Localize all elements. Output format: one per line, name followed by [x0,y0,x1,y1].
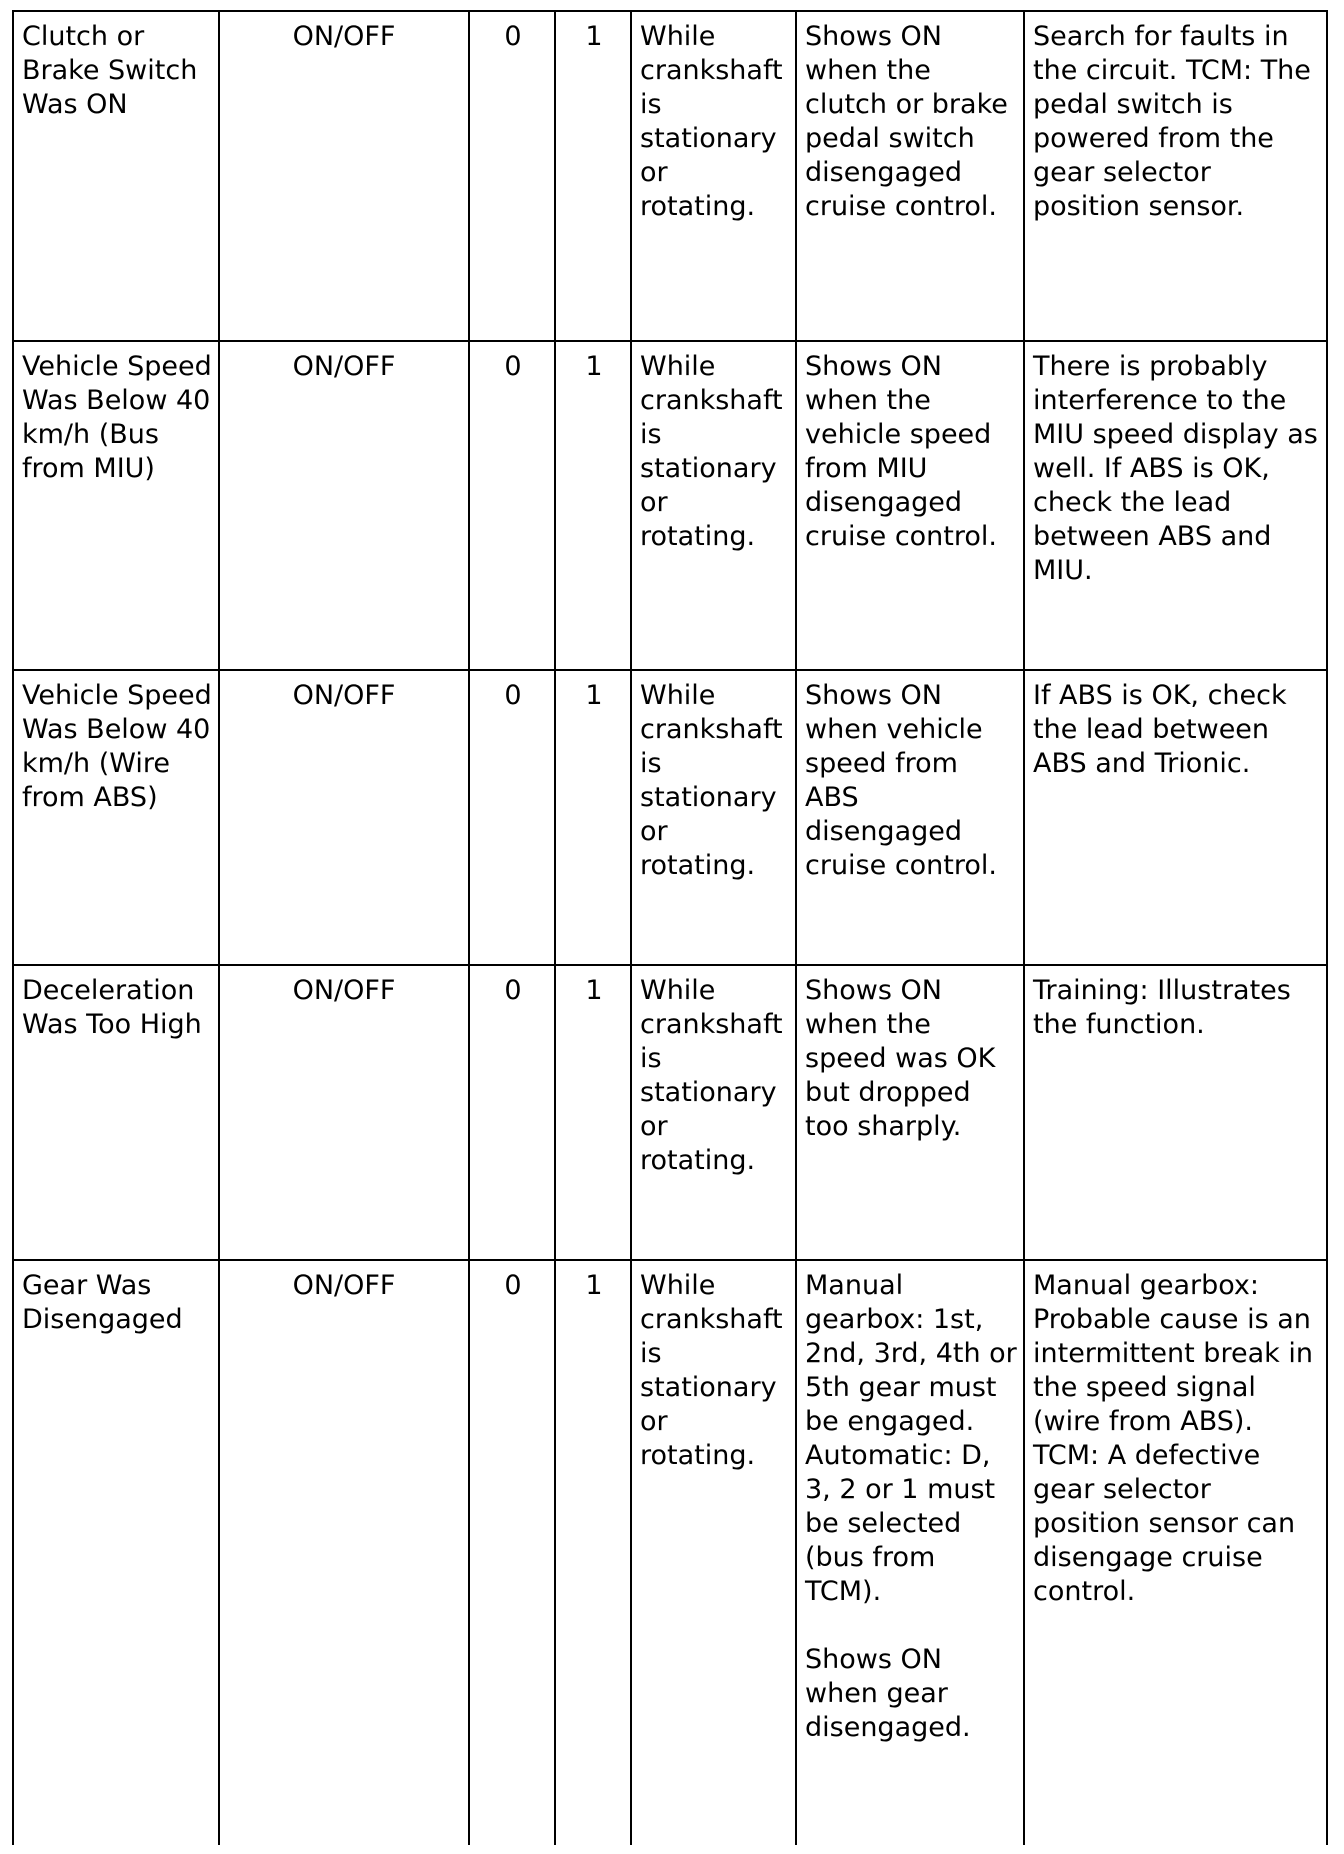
action-cell: If ABS is OK, check the lead between ABS and Trionic. [1024,670,1327,965]
max-value-cell: 1 [555,11,631,341]
condition-cell: While crankshaft is stationary or rotating. [631,11,796,341]
value-range-cell: ON/OFF [219,341,469,670]
min-value-cell: 0 [469,1260,555,1845]
value-range-cell: ON/OFF [219,670,469,965]
condition-cell: While crankshaft is stationary or rotating. [631,670,796,965]
action-cell: Training: Illustrates the function. [1024,965,1327,1260]
parameter-name-cell: Clutch or Brake Switch Was ON [13,11,219,341]
description-cell [796,341,1024,670]
description-text: Shows ON when gear disengaged. [805,1644,971,1743]
description-text: Manual gearbox: 1st, 2nd, 3rd, 4th or 5th gear must be engaged. Automatic: D, 3, 2 or 1 must be selected (bus from TCM). [805,1270,1017,1607]
description-text: Shows ON when the vehicle speed from MIU disengaged cruise control. [805,351,997,552]
description-cell [796,670,1024,965]
table-row [13,11,1327,341]
parameter-name-cell: Vehicle Speed Was Below 40 km/h (Bus from MIU) [13,341,219,670]
diagnostic-parameter-table [12,10,1328,1845]
max-value-cell: 1 [555,670,631,965]
description-text: Shows ON when the speed was OK but dropped too sharply. [805,975,996,1142]
condition-cell: While crankshaft is stationary or rotating. [631,1260,796,1845]
min-value-cell: 0 [469,341,555,670]
table-row [13,1260,1327,1845]
description-cell [796,11,1024,341]
value-range-cell: ON/OFF [219,11,469,341]
parameter-name-cell: Vehicle Speed Was Below 40 km/h (Wire from ABS) [13,670,219,965]
max-value-cell: 1 [555,965,631,1260]
parameter-name-cell: Deceleration Was Too High [13,965,219,1260]
min-value-cell: 0 [469,965,555,1260]
action-cell: Manual gearbox: Probable cause is an intermittent break in the speed signal (wire from ABS). TCM: A defective gear selector position sensor can disengage cruise control. [1024,1260,1327,1845]
min-value-cell: 0 [469,11,555,341]
description-cell [796,1260,1024,1845]
description-text: Shows ON when the clutch or brake pedal switch disengaged cruise control. [805,21,1008,222]
action-cell: Search for faults in the circuit. TCM: The pedal switch is powered from the gear selector position sensor. [1024,11,1327,341]
min-value-cell: 0 [469,670,555,965]
value-range-cell: ON/OFF [219,965,469,1260]
value-range-cell: ON/OFF [219,1260,469,1845]
description-cell [796,965,1024,1260]
table-row [13,341,1327,670]
condition-cell: While crankshaft is stationary or rotating. [631,965,796,1260]
action-cell: There is probably interference to the MIU speed display as well. If ABS is OK, check the lead between ABS and MIU. [1024,341,1327,670]
description-text: Shows ON when vehicle speed from ABS disengaged cruise control. [805,680,997,881]
table-row [13,965,1327,1260]
max-value-cell: 1 [555,341,631,670]
parameter-name-cell: Gear Was Disengaged [13,1260,219,1845]
max-value-cell: 1 [555,1260,631,1845]
condition-cell: While crankshaft is stationary or rotating. [631,341,796,670]
table-row [13,670,1327,965]
